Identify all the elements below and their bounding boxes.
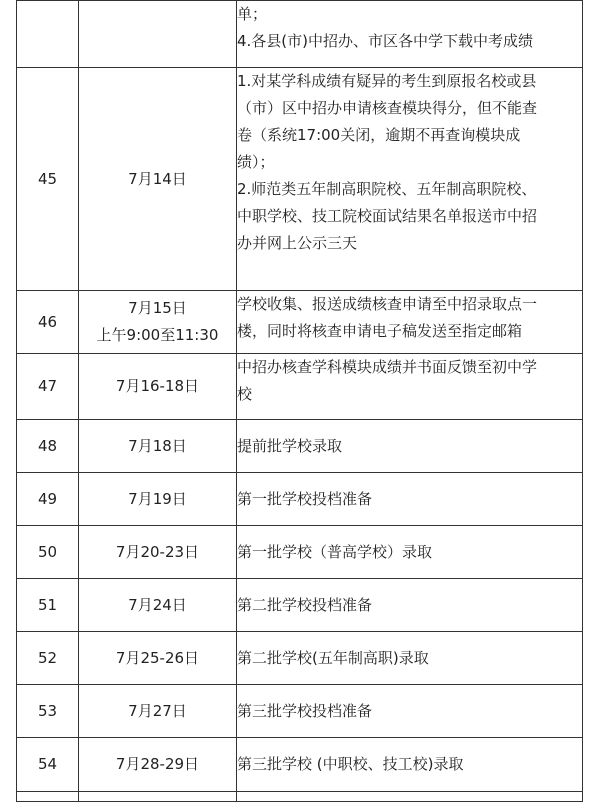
date-line: 7月25-26日 [115, 648, 200, 667]
row-number-cell: 50 [17, 526, 79, 579]
date-cell [79, 738, 237, 792]
content-line: 学校收集、报送成绩核查申请至中招录取点一 [237, 295, 538, 313]
content-line: 第二批学校(五年制高职)录取 [237, 648, 429, 667]
date-line: 上午9:00至11:30 [96, 326, 219, 344]
row-number-cell: 46 [17, 291, 79, 354]
date-line: 7月18日 [128, 436, 187, 455]
table-row [17, 632, 583, 685]
table-row [17, 354, 583, 420]
table-row [17, 579, 583, 632]
schedule-body [17, 1, 583, 802]
date-line: 7月20-23日 [115, 542, 200, 561]
date-cell [79, 1, 237, 68]
content-line: 楼，同时将核查申请电子稿发送至指定邮箱 [237, 322, 523, 340]
row-number-cell: 53 [17, 685, 79, 738]
row-number-cell: 54 [17, 738, 79, 792]
content-cell [237, 685, 583, 738]
date-line: 7月14日 [128, 169, 187, 188]
content-line: 第一批学校投档准备 [237, 489, 373, 508]
table-row [17, 685, 583, 738]
table-row [17, 1, 583, 68]
row-number-cell [17, 792, 79, 802]
content-cell [237, 291, 583, 354]
content-line: 办并网上公示三天 [237, 234, 358, 252]
content-line: 绩）； [237, 153, 275, 171]
table-row [17, 420, 583, 473]
date-line: 7月19日 [128, 489, 187, 508]
content-line: 第三批学校投档准备 [237, 701, 373, 720]
date-cell [79, 68, 237, 291]
content-line: 1.对某学科成绩有疑异的考生到原报名校或县 [237, 72, 537, 90]
content-line: 2.师范类五年制高职院校、五年制高职院校、 [237, 180, 537, 198]
content-line: 第一批学校（普高学校）录取 [237, 542, 433, 561]
date-cell [79, 632, 237, 685]
date-cell [79, 354, 237, 420]
row-number-cell [17, 1, 79, 68]
content-line: 4.各县(市)中招办、市区各中学下载中考成绩 [237, 32, 534, 50]
date-cell [79, 579, 237, 632]
date-cell [79, 420, 237, 473]
content-cell [237, 526, 583, 579]
date-cell [79, 792, 237, 802]
date-cell [79, 291, 237, 354]
content-line: 卷（系统17:00关闭，逾期不再查询模块成 [237, 126, 521, 144]
row-number-cell: 51 [17, 579, 79, 632]
content-line: 提前批学校录取 [237, 436, 343, 455]
table-row [17, 792, 583, 802]
date-line: 7月28-29日 [115, 755, 200, 773]
content-cell [237, 354, 583, 420]
content-cell [237, 579, 583, 632]
date-line: 7月24日 [128, 595, 187, 614]
content-cell [237, 420, 583, 473]
content-cell [237, 738, 583, 792]
table-row [17, 526, 583, 579]
content-line: 单； [237, 5, 268, 23]
date-line: 7月16-18日 [115, 377, 200, 395]
content-line: 第三批学校 (中职校、技工校)录取 [237, 755, 464, 773]
content-line: （市）区中招办申请核查模块得分，但不能查 [237, 99, 538, 117]
schedule-table [16, 0, 583, 802]
content-line: 中招办核查学科模块成绩并书面反馈至初中学 [237, 358, 538, 376]
row-number-cell: 48 [17, 420, 79, 473]
table-row [17, 738, 583, 792]
date-cell [79, 685, 237, 738]
row-number-cell: 52 [17, 632, 79, 685]
date-cell [79, 526, 237, 579]
row-number-cell: 49 [17, 473, 79, 526]
content-line: 校 [237, 385, 253, 403]
date-line: 7月15日 [128, 299, 187, 317]
date-cell [79, 473, 237, 526]
content-cell [237, 68, 583, 291]
date-line: 7月27日 [128, 701, 187, 720]
table-row [17, 291, 583, 354]
content-cell [237, 473, 583, 526]
content-cell [237, 632, 583, 685]
row-number-cell: 47 [17, 354, 79, 420]
content-line: 中职学校、技工院校面试结果名单报送市中招 [237, 207, 538, 225]
table-row [17, 473, 583, 526]
content-cell [237, 1, 583, 68]
row-number-cell: 45 [17, 68, 79, 291]
content-line: 第二批学校投档准备 [237, 595, 373, 614]
table-row [17, 68, 583, 291]
content-cell [237, 792, 583, 802]
